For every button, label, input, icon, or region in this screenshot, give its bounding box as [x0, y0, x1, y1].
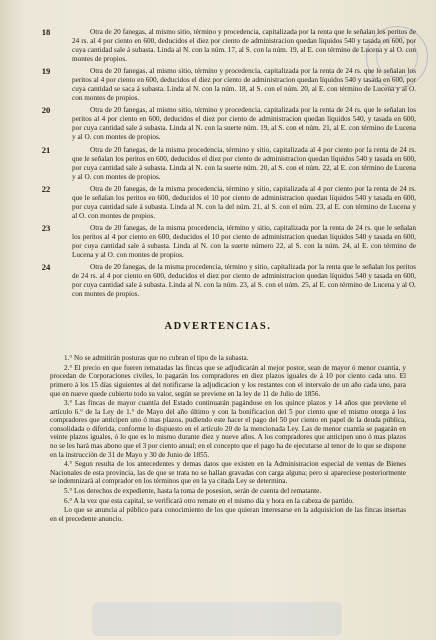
lot-number: 18 [41, 27, 51, 37]
note-item: 2.° El precio en que fueren rematadas las fincas que se adjudicarán al mejor postor, sean de mayor ó menor cuantía, y procedan de Corporaciones civiles, lo pagarán los compradores en diez plazos iguales de á 10 por ciento cada uno. El primero á los 15 días siguientes al del notificarse la adjudicacion y los restantes con el intervalo de un año cada uno, para que en nueve quede cubierto todo su valor, según se previene en la ley de 11 de Julio de 1856. [50, 363, 406, 398]
lot-number: 22 [41, 183, 51, 194]
lot-description: Otra de 20 fanegas, al mismo sitio, término y procedencia, capitalizada por la renta de 24 rs. que le señalan los peritos al 4 por ciento en 600, deducidos el diez por ciento de administracion quedan líquidos 540 y tasada en 600, por cuya cantidad se saca á subasta. Linda al N. con la núm. 18, al S. con el núm. 20, al E. con término de Lucena y al O. con montes de propios. [72, 67, 416, 103]
lot-description: Otra de 20 fanegas, de la misma procedencia, término y sitio, capitalizada al 4 por ciento por la renta de 24 rs. que le señalan los peritos en 600, deducidos el diez por ciento de administracion quedan líquidos 540 y tasada en 600, por cuya cantidad sale á subasta. Linda al N. con la suerte núm. 20, al S. con el núm. 22, al E. con término de Lucena y al O. con montes de propios. [72, 145, 416, 181]
notes-list [20, 354, 416, 523]
lot-description: Otra de 20 fanegas, de la misma procedencia, término y sitio, capitalizada por la renta de 24 rs. que le señalan los peritos al 4 por ciento en 600, deducidos el 10 por ciento de administracion quedan líquidos 540 y tasada en 600, por cuya cantidad sale á subasta. Linda al N. con la suerte número 22, al S. con la núm. 24, al E. con término de Lucena y al O. con montes de propios. [72, 223, 416, 259]
lot-number: 21 [41, 144, 51, 155]
lot-entry [20, 185, 416, 221]
lot-entry [20, 106, 416, 142]
lot-description: Otra de 20 fanegas, al mismo sitio, término y procedencia, capitalizada por la renta que le señalan los peritos de 24 rs. al 4 por ciento en 600, deducidos el diez por ciento de administracion quedan líquidos 540 y tasada en 600, por cuya cantidad sale á subasta. Linda al N. con la núm. 17, al S. con la núm. 19, al E. con término de Lucena y al O. con montes de propios. [72, 28, 416, 63]
note-item: 6.° A la vez que esta capital, se verificará otro remate en el mismo día y hora en la cabeza de partido. [64, 496, 354, 505]
note-item: Lo que se anuncia al público para conocimiento de los que quieran interesarse en la adquisicion de las fincas insertas en el precedente anuncio. [50, 506, 406, 523]
note-item: 5.° Los derechos de expediente, hasta la toma de posesion, serán de cuenta del rematante. [64, 487, 322, 496]
lot-description: Otra de 20 fanegas, al mismo sitio, término y procedencia, capitalizada por la renta de 24 rs. que le señalan los peritos al 4 por ciento en 600, deducidos el diez por ciento de administracion quedan líquidos 540, y tasada en 600, por cuya cantidad sale á subasta. Linda al N. con la suerte núm. 19, al S. con el núm. 21, al E. con término de Lucena y al O. con montes de propios. [72, 106, 416, 142]
note-item: 3.° Las fincas de mayor cuantía del Estado continuarán pagándose en los quince plazos y 14 años que previene el artículo 6.° de la Ley de 1.° de Mayo del año último y con la bonificacion del 5 por ciento que el mismo otorga á los compradores que anticipen uno ó mas plazos, pudiendo este hacer el pago del 50 por ciento en papel de la deuda pública, consolidada o diferida, conforme lo dispuesto en el artículo 20 de la mencionada Ley. Las de menor cuantía se pagarán en veinte plazos iguales, ó lo que es lo mismo durante diez y nueve años. A los compradores que anticipen uno ó mas plazos no se les hará mas abono que el 3 por ciento anual; en el concepto que el pago ha de ejecutarse al tenor de lo que se dispone en la instrucción de 31 de Mayo y 30 de Junio de 1855. [50, 399, 406, 459]
lot-description: Otra de 20 fanegas, de la misma procedencia, término y sitio, capitalizada al 4 por ciento por la renta de 24 rs. que le señalan los peritos en 600, deducidos el 10 por ciento de administracion quedan líquidos 540 y tasada en 600, por cuya cantidad sale á subasta. Linda al N. con la del núm. 21, al S. con el núm. 23, al E. con término de Lucena y al O. con montes de propios. [72, 184, 416, 220]
lot-entry [20, 146, 416, 182]
lot-number: 20 [41, 105, 51, 116]
lot-entry [20, 224, 416, 260]
lot-description: Otra de 20 fanegas, de la misma procedencia, término y sitio, capitalizada por la renta que le señalan los peritos de 24 rs. al 4 por ciento en 600, deducidos el diez por ciento de administracion quedan líquidos 540 y tasada en 600, por cuya cantidad sale á subasta. Linda al N. con la núm. 23, al S. con el núm. 25, al E. con término de Lucena y al O. con montes de propios. [72, 263, 416, 299]
lot-entry [20, 67, 416, 103]
watermark [92, 602, 342, 636]
section-title: ADVERTENCIAS. [164, 321, 272, 333]
lot-number: 24 [41, 262, 51, 273]
note-item: 1.° No se admitirán posturas que no cubran el tipo de la subasta. [64, 354, 249, 363]
lot-entry [20, 263, 416, 299]
lot-entry [20, 28, 416, 64]
lot-number: 23 [41, 222, 51, 233]
lot-number: 19 [41, 66, 51, 77]
lots-list [20, 28, 416, 299]
note-item: 4.° Segun resulta de los antecedentes y demas datos que existen en la Administracion especial de ventas de Bienes Nacionales de esta provincia, las de que se trata no se hallan gravadas con carga alguna; pero si apareciese posteriormente se indemnizará al comprador en los términos que en la ya citada Ley se determina. [50, 460, 406, 486]
